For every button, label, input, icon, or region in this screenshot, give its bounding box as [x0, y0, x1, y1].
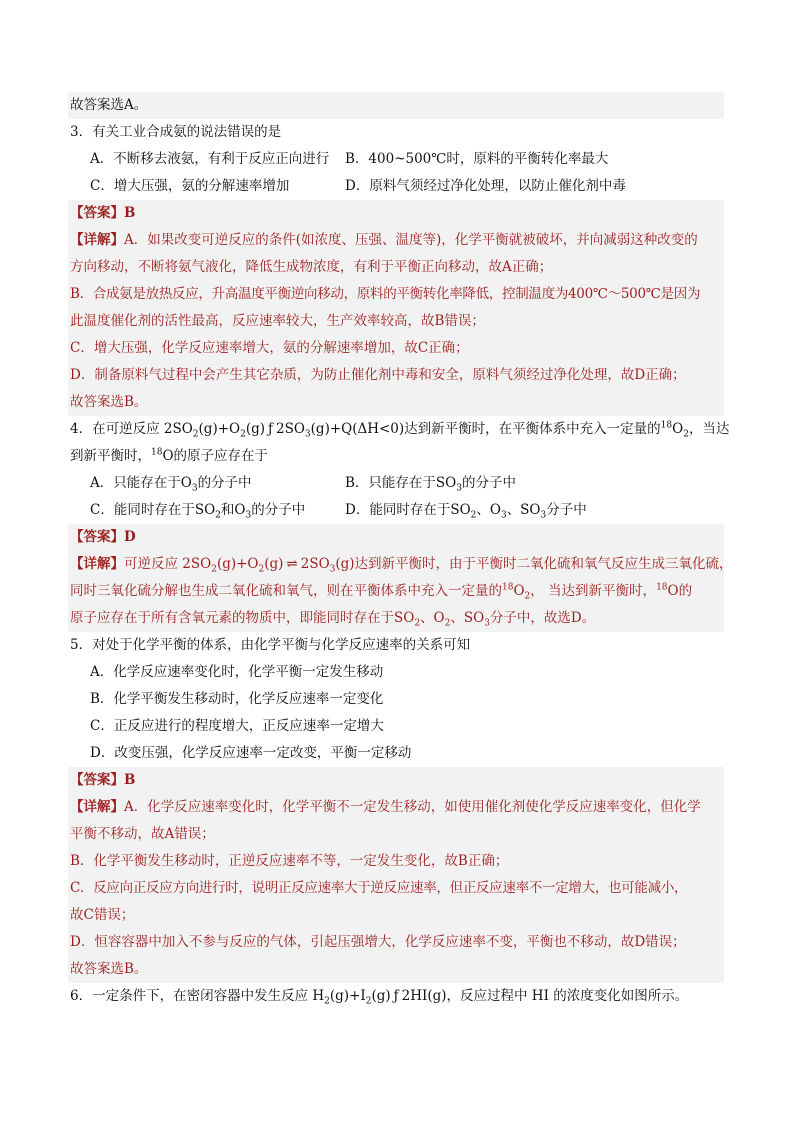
q4-explanation-1: 【详解】可逆反应 $2SO_2(g)+O_2(g)$ ⇌ $2SO_3(g)$达到新平衡时，由于平衡时二氧化硫和氧气反应生成三氧化硫，	[68, 551, 724, 578]
document-page	[70, 92, 733, 1010]
q4-options-ab	[70, 470, 724, 497]
q3-options-ab	[70, 146, 724, 173]
q4-option-c: C．能同时存在于$SO_2$和$O_3$的分子中	[90, 502, 306, 521]
q4-option-b: B．只能存在于$SO_3$的分子中	[345, 475, 516, 494]
q5-stem: 5．对处于化学平衡的体系，由化学平衡与化学反应速率的关系可知	[70, 637, 471, 653]
prev-conclusion: 故答案选A。	[68, 92, 724, 119]
q4-explanation-2: 同时三氧化硫分解也生成二氧化硫和氧气，则在平衡体系中充入一定量的$^{18}O_2$， 当达到新平衡时，$^{18}$O的	[68, 578, 724, 605]
q6-stem: 6．一定条件下，在密闭容器中发生反应 $H_2(g)+I_2(g)$ ƒ 2HI(g)，反应过程中 HI 的浓度变化如图所示。	[70, 988, 689, 1007]
reversible-arrow-icon: ⇌	[286, 556, 298, 572]
q5-answer: 【答案】B	[68, 767, 724, 794]
equilibrium-arrow-icon: ƒ	[393, 988, 399, 1004]
q3-explanation-1b: 方向移动，不断将氨气液化，降低生成物浓度，有利于平衡正向移动，故A正确；	[68, 254, 724, 281]
q5-option-d: D．改变压强，化学反应速率一定改变，平衡一定移动	[90, 745, 412, 761]
q3-explanation-1a: 【详解】A．如果改变可逆反应的条件(如浓度、压强、温度等)，化学平衡就被破坏，并向减弱这种改变的	[68, 227, 724, 254]
q4-explanation-3: 原子应存在于所有含氧元素的物质中，即能同时存在于$SO_2$、$O_2$、$SO_3$分子中，故选D。	[68, 605, 724, 632]
q5-option-b: B．化学平衡发生移动时，化学反应速率一定变化	[90, 691, 384, 707]
q4-options-cd	[70, 497, 724, 524]
q5-explanation-3b: 故C错误；	[68, 902, 724, 929]
q5-option-a: A．化学反应速率变化时，化学平衡一定发生移动	[90, 664, 384, 680]
q3-option-c: C．增大压强，氨的分解速率增加	[90, 178, 290, 194]
q3-option-d: D．原料气须经过净化处理，以防止催化剂中毒	[345, 178, 626, 194]
q3-options-cd	[70, 173, 724, 200]
q5-explanation-1b: 平衡不移动，故A错误；	[68, 821, 724, 848]
equilibrium-arrow-icon: ƒ	[268, 421, 274, 437]
q4-stem-1: 4．在可逆反应 $2SO_2(g)+O_2(g)$ ƒ $2SO_3(g)+Q(\Delta H<0)$达到新平衡时，在平衡体系中充入一定量的$^{18}O_2$，当达	[70, 420, 730, 440]
q3-stem: 3．有关工业合成氨的说法错误的是	[70, 124, 282, 140]
q3-explanation-3: C．增大压强，化学反应速率增大，氨的分解速率增加，故C正确；	[68, 335, 724, 362]
q4-stem-2: 到新平衡时，$^{18}$O的原子应存在于	[70, 447, 269, 464]
q3-option-b: B．400~500℃时，原料的平衡转化率最大	[345, 151, 609, 167]
q3-explanation-2a: B．合成氨是放热反应，升高温度平衡逆向移动，原料的平衡转化率降低，控制温度为400℃～500℃是因为	[68, 281, 724, 308]
q5-explanation-4: D．恒容容器中加入不参与反应的气体，引起压强增大，化学反应速率不变，平衡也不移动，故D错误；	[68, 929, 724, 956]
q3-explanation-2b: 此温度催化剂的活性最高，反应速率较大，生产效率较高，故B错误；	[68, 308, 724, 335]
q5-explanation-2: B．化学平衡发生移动时，正逆反应速率不等，一定发生变化，故B正确；	[68, 848, 724, 875]
q3-conclusion: 故答案选B。	[68, 389, 724, 416]
q3-option-a: A．不断移去液氨，有利于反应正向进行	[90, 151, 330, 167]
q4-answer: 【答案】D	[68, 524, 724, 551]
q4-option-d: D．能同时存在于$SO_2$、$O_3$、$SO_3$分子中	[345, 502, 587, 521]
q5-option-c: C．正反应进行的程度增大，正反应速率一定增大	[90, 718, 384, 734]
q4-option-a: A．只能存在于$O_3$的分子中	[90, 475, 252, 494]
q3-explanation-4: D．制备原料气过程中会产生其它杂质，为防止催化剂中毒和安全，原料气须经过净化处理，故D正确；	[68, 362, 724, 389]
q3-answer: 【答案】B	[68, 200, 724, 227]
q5-conclusion: 故答案选B。	[68, 956, 724, 983]
q5-explanation-1a: 【详解】A．化学反应速率变化时，化学平衡不一定发生移动，如使用催化剂使化学反应速率变化，但化学	[68, 794, 724, 821]
q5-explanation-3a: C．反应向正反应方向进行时，说明正反应速率大于逆反应速率，但正反应速率不一定增大，也可能减小，	[68, 875, 724, 902]
